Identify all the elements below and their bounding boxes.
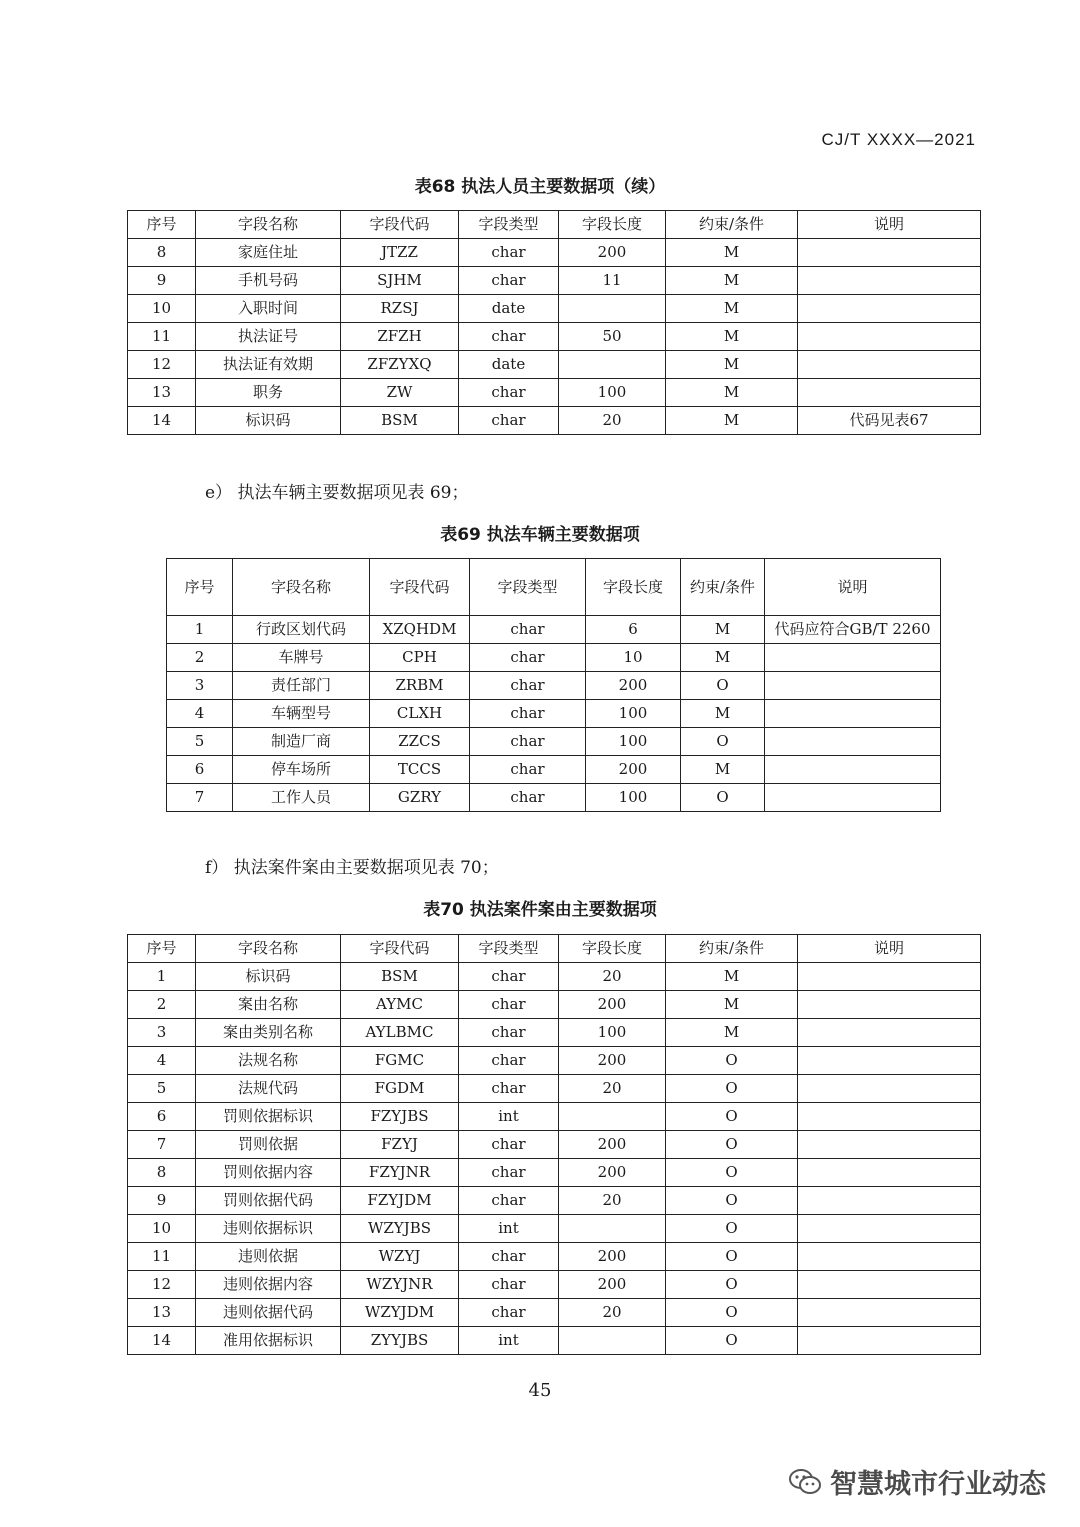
table-cell: FZYJ [341, 1131, 459, 1159]
table-cell: 案由类别名称 [196, 1019, 341, 1047]
table-cell: 案由名称 [196, 991, 341, 1019]
table-cell: 入职时间 [196, 295, 341, 323]
table70-col-header: 约束/条件 [666, 935, 798, 963]
table-cell: 1 [167, 616, 233, 644]
table69-col-header: 字段类型 [470, 559, 586, 616]
table70-col-header: 字段名称 [196, 935, 341, 963]
table-cell: 6 [128, 1103, 196, 1131]
table-cell: RZSJ [341, 295, 459, 323]
table-cell: char [459, 1047, 559, 1075]
table-cell: GZRY [370, 784, 470, 812]
table69-col-header: 序号 [167, 559, 233, 616]
table-cell [798, 1131, 981, 1159]
table-cell: BSM [341, 407, 459, 435]
table-cell: M [666, 239, 798, 267]
table-cell: 12 [128, 351, 196, 379]
table-cell: 50 [559, 323, 666, 351]
table-cell: 10 [128, 1215, 196, 1243]
table-cell: 手机号码 [196, 267, 341, 295]
table-cell: 标识码 [196, 963, 341, 991]
table-cell: 100 [586, 784, 681, 812]
table-cell: 100 [559, 1019, 666, 1047]
table-row [128, 1187, 981, 1215]
table-cell: ZYYJBS [341, 1327, 459, 1355]
table69-col-header: 说明 [765, 559, 941, 616]
table-cell: 2 [167, 644, 233, 672]
table-cell: 车牌号 [233, 644, 370, 672]
table-row [128, 379, 981, 407]
table69-header-row [167, 559, 941, 616]
table-cell: 11 [128, 1243, 196, 1271]
table-cell: 9 [128, 1187, 196, 1215]
table68-caption: 表68 执法人员主要数据项（续） [414, 177, 666, 197]
table-cell: O [666, 1271, 798, 1299]
table-cell: char [459, 267, 559, 295]
table-cell: M [681, 616, 765, 644]
table-cell: 8 [128, 239, 196, 267]
table70-caption: 表70 执法案件案由主要数据项 [423, 900, 657, 920]
table-cell [798, 1243, 981, 1271]
table-cell: O [666, 1075, 798, 1103]
table-cell: char [459, 239, 559, 267]
table69-caption: 表69 执法车辆主要数据项 [440, 525, 640, 545]
table-cell: int [459, 1215, 559, 1243]
table-cell: 200 [559, 239, 666, 267]
table68-col-header: 字段代码 [341, 211, 459, 239]
table-cell: char [459, 1075, 559, 1103]
table-cell [798, 963, 981, 991]
table68 [127, 210, 981, 435]
paragraph-e: e） 执法车辆主要数据项见表 69； [205, 483, 469, 503]
table-row [128, 1019, 981, 1047]
table-cell: 200 [559, 991, 666, 1019]
table-cell: 工作人员 [233, 784, 370, 812]
table-cell: date [459, 295, 559, 323]
table-row [167, 644, 941, 672]
table-cell: 罚则依据内容 [196, 1159, 341, 1187]
table-cell: 6 [167, 756, 233, 784]
table-cell: BSM [341, 963, 459, 991]
table-cell: char [470, 644, 586, 672]
table69-col-header: 字段代码 [370, 559, 470, 616]
table-cell: O [666, 1103, 798, 1131]
table-cell: 20 [559, 1187, 666, 1215]
table-cell: 职务 [196, 379, 341, 407]
table-cell: char [459, 1159, 559, 1187]
table-cell: M [681, 756, 765, 784]
table-row [128, 991, 981, 1019]
table-cell [798, 1271, 981, 1299]
table-cell [798, 1075, 981, 1103]
table-cell [798, 351, 981, 379]
table-cell: AYLBMC [341, 1019, 459, 1047]
table-cell: char [459, 1131, 559, 1159]
table-row [167, 700, 941, 728]
table-cell: WZYJDM [341, 1299, 459, 1327]
table-cell: O [666, 1215, 798, 1243]
table-cell: 标识码 [196, 407, 341, 435]
table-cell: 罚则依据代码 [196, 1187, 341, 1215]
table-row [128, 1271, 981, 1299]
table-cell: 5 [128, 1075, 196, 1103]
table-row [128, 1131, 981, 1159]
table-cell: 13 [128, 379, 196, 407]
table-cell: TCCS [370, 756, 470, 784]
table-cell: 罚则依据标识 [196, 1103, 341, 1131]
table-cell: int [459, 1327, 559, 1355]
table70-body [128, 963, 981, 1355]
table-cell: O [666, 1159, 798, 1187]
table-cell: M [681, 644, 765, 672]
table-cell: 家庭住址 [196, 239, 341, 267]
table-row [128, 267, 981, 295]
table-cell: FZYJNR [341, 1159, 459, 1187]
table-cell: WZYJBS [341, 1215, 459, 1243]
table-cell: O [666, 1131, 798, 1159]
table-cell: 7 [128, 1131, 196, 1159]
table-cell: SJHM [341, 267, 459, 295]
table-cell: FGMC [341, 1047, 459, 1075]
table-cell: 违则依据代码 [196, 1299, 341, 1327]
table-row [128, 1215, 981, 1243]
table-cell: JTZZ [341, 239, 459, 267]
table68-col-header: 约束/条件 [666, 211, 798, 239]
table-cell: M [666, 267, 798, 295]
table-cell [798, 1187, 981, 1215]
table70 [127, 934, 981, 1355]
table-cell: char [459, 1299, 559, 1327]
table-cell [798, 1215, 981, 1243]
table-cell: 200 [559, 1243, 666, 1271]
table-cell [559, 1103, 666, 1131]
table70-col-header: 说明 [798, 935, 981, 963]
table-row [167, 616, 941, 644]
table-row [128, 1327, 981, 1355]
table-cell: 7 [167, 784, 233, 812]
table68-col-header: 序号 [128, 211, 196, 239]
table-cell: char [459, 1187, 559, 1215]
standard-code: CJ/T XXXX—2021 [821, 130, 976, 149]
table-row [128, 1159, 981, 1187]
table-cell: 200 [559, 1131, 666, 1159]
table-cell: 200 [586, 756, 681, 784]
table-cell: ZRBM [370, 672, 470, 700]
table-cell: char [459, 379, 559, 407]
table-cell [559, 351, 666, 379]
table-row [167, 756, 941, 784]
table-row [167, 728, 941, 756]
table-cell: 违则依据标识 [196, 1215, 341, 1243]
table-cell: ZZCS [370, 728, 470, 756]
table-cell: 车辆型号 [233, 700, 370, 728]
table-cell: 1 [128, 963, 196, 991]
table-cell: FZYJDM [341, 1187, 459, 1215]
table-cell [798, 1159, 981, 1187]
table-cell: 11 [128, 323, 196, 351]
table-cell: 200 [559, 1159, 666, 1187]
table68-col-header: 说明 [798, 211, 981, 239]
table68-body [128, 239, 981, 435]
table-cell: char [470, 616, 586, 644]
table69-col-header: 约束/条件 [681, 559, 765, 616]
table-cell: char [470, 728, 586, 756]
table-cell: char [470, 756, 586, 784]
table68-col-header: 字段名称 [196, 211, 341, 239]
table-cell: M [666, 351, 798, 379]
table69 [166, 558, 941, 812]
table-cell: 14 [128, 1327, 196, 1355]
table-cell: FZYJBS [341, 1103, 459, 1131]
table-cell: 执法证有效期 [196, 351, 341, 379]
table-cell: O [666, 1327, 798, 1355]
table-cell: 10 [586, 644, 681, 672]
table-cell: AYMC [341, 991, 459, 1019]
wechat-icon [788, 1467, 822, 1497]
table-row [167, 672, 941, 700]
table-cell: 11 [559, 267, 666, 295]
table-cell: char [459, 1271, 559, 1299]
table-cell: O [681, 784, 765, 812]
table-cell: 停车场所 [233, 756, 370, 784]
table-cell [798, 1299, 981, 1327]
table-row [128, 963, 981, 991]
table-cell [559, 1327, 666, 1355]
table-cell: 行政区划代码 [233, 616, 370, 644]
table-row [128, 407, 981, 435]
table-cell [765, 672, 941, 700]
table-cell: 8 [128, 1159, 196, 1187]
table-cell: O [666, 1299, 798, 1327]
table-cell [765, 784, 941, 812]
table-cell: WZYJNR [341, 1271, 459, 1299]
table-cell: M [666, 295, 798, 323]
table-row [128, 1299, 981, 1327]
table-cell: 200 [559, 1271, 666, 1299]
watermark-text: 智慧城市行业动态 [830, 1469, 1046, 1500]
table-cell [798, 1103, 981, 1131]
table68-header-row [128, 211, 981, 239]
table-cell: 2 [128, 991, 196, 1019]
table-cell: 12 [128, 1271, 196, 1299]
table-cell: 20 [559, 1299, 666, 1327]
table-cell: M [666, 379, 798, 407]
table-cell: ZFZH [341, 323, 459, 351]
table-row [128, 1103, 981, 1131]
table-row [128, 1243, 981, 1271]
table-row [128, 295, 981, 323]
table-cell: M [666, 1019, 798, 1047]
table-cell: CPH [370, 644, 470, 672]
table-cell: char [470, 672, 586, 700]
table70-col-header: 序号 [128, 935, 196, 963]
table-cell [765, 700, 941, 728]
table-cell: 3 [167, 672, 233, 700]
table-cell: WZYJ [341, 1243, 459, 1271]
table-cell [798, 1047, 981, 1075]
table-cell: 200 [559, 1047, 666, 1075]
table-cell: O [666, 1047, 798, 1075]
table-cell: FGDM [341, 1075, 459, 1103]
table-cell: M [666, 991, 798, 1019]
table-cell: 法规代码 [196, 1075, 341, 1103]
table-cell: date [459, 351, 559, 379]
table-cell: M [666, 323, 798, 351]
table-cell: char [459, 991, 559, 1019]
table-cell: 制造厂商 [233, 728, 370, 756]
table69-col-header: 字段名称 [233, 559, 370, 616]
table-row [167, 784, 941, 812]
table-row [128, 1075, 981, 1103]
table-cell: 违则依据 [196, 1243, 341, 1271]
table68-col-header: 字段长度 [559, 211, 666, 239]
table-cell: 5 [167, 728, 233, 756]
table-row [128, 1047, 981, 1075]
table-row [128, 239, 981, 267]
table-cell: char [459, 1243, 559, 1271]
table-cell: M [666, 963, 798, 991]
table-cell: 罚则依据 [196, 1131, 341, 1159]
table70-col-header: 字段长度 [559, 935, 666, 963]
table-cell: 14 [128, 407, 196, 435]
table-cell [765, 756, 941, 784]
table-cell: O [681, 672, 765, 700]
table-cell: 违则依据内容 [196, 1271, 341, 1299]
table-cell: char [459, 323, 559, 351]
table-cell: 代码见表67 [798, 407, 981, 435]
table-cell: char [459, 1019, 559, 1047]
table69-col-header: 字段长度 [586, 559, 681, 616]
table-cell [798, 295, 981, 323]
table-cell [798, 991, 981, 1019]
table-cell [559, 295, 666, 323]
table70-header-row [128, 935, 981, 963]
table-cell: char [470, 700, 586, 728]
table-cell: int [459, 1103, 559, 1131]
table-cell [798, 1327, 981, 1355]
table-cell: O [666, 1187, 798, 1215]
table70-col-header: 字段代码 [341, 935, 459, 963]
table-cell: char [459, 407, 559, 435]
table-cell: M [666, 407, 798, 435]
table-cell [798, 379, 981, 407]
table-cell: 20 [559, 1075, 666, 1103]
table-cell: 20 [559, 963, 666, 991]
table-cell [765, 728, 941, 756]
table-cell: 6 [586, 616, 681, 644]
table-cell: 20 [559, 407, 666, 435]
table-cell: O [681, 728, 765, 756]
table-cell: 100 [586, 728, 681, 756]
table-cell [798, 323, 981, 351]
table-cell [559, 1215, 666, 1243]
table-cell: char [470, 784, 586, 812]
table-cell: M [681, 700, 765, 728]
table-cell: 200 [586, 672, 681, 700]
table-cell: O [666, 1243, 798, 1271]
table-cell: 4 [128, 1047, 196, 1075]
table-cell: 代码应符合GB/T 2260 [765, 616, 941, 644]
table-cell [798, 267, 981, 295]
table-cell: CLXH [370, 700, 470, 728]
table-cell: 准用依据标识 [196, 1327, 341, 1355]
table-cell: 责任部门 [233, 672, 370, 700]
table70-col-header: 字段类型 [459, 935, 559, 963]
table-row [128, 323, 981, 351]
table-cell: 法规名称 [196, 1047, 341, 1075]
paragraph-f: f） 执法案件案由主要数据项见表 70； [205, 858, 499, 878]
table-cell: ZW [341, 379, 459, 407]
table-cell: 4 [167, 700, 233, 728]
table-cell: 13 [128, 1299, 196, 1327]
table-cell [765, 644, 941, 672]
watermark [788, 1462, 1046, 1501]
table-cell: 10 [128, 295, 196, 323]
table-cell: ZFZYXQ [341, 351, 459, 379]
table-cell: 执法证号 [196, 323, 341, 351]
table-cell: 3 [128, 1019, 196, 1047]
table-cell: 100 [559, 379, 666, 407]
table-cell: 9 [128, 267, 196, 295]
page-number: 45 [528, 1380, 552, 1401]
table-row [128, 351, 981, 379]
table-cell [798, 1019, 981, 1047]
table-cell: char [459, 963, 559, 991]
table-cell [798, 239, 981, 267]
table68-col-header: 字段类型 [459, 211, 559, 239]
table-cell: XZQHDM [370, 616, 470, 644]
table-cell: 100 [586, 700, 681, 728]
table69-body [167, 616, 941, 812]
